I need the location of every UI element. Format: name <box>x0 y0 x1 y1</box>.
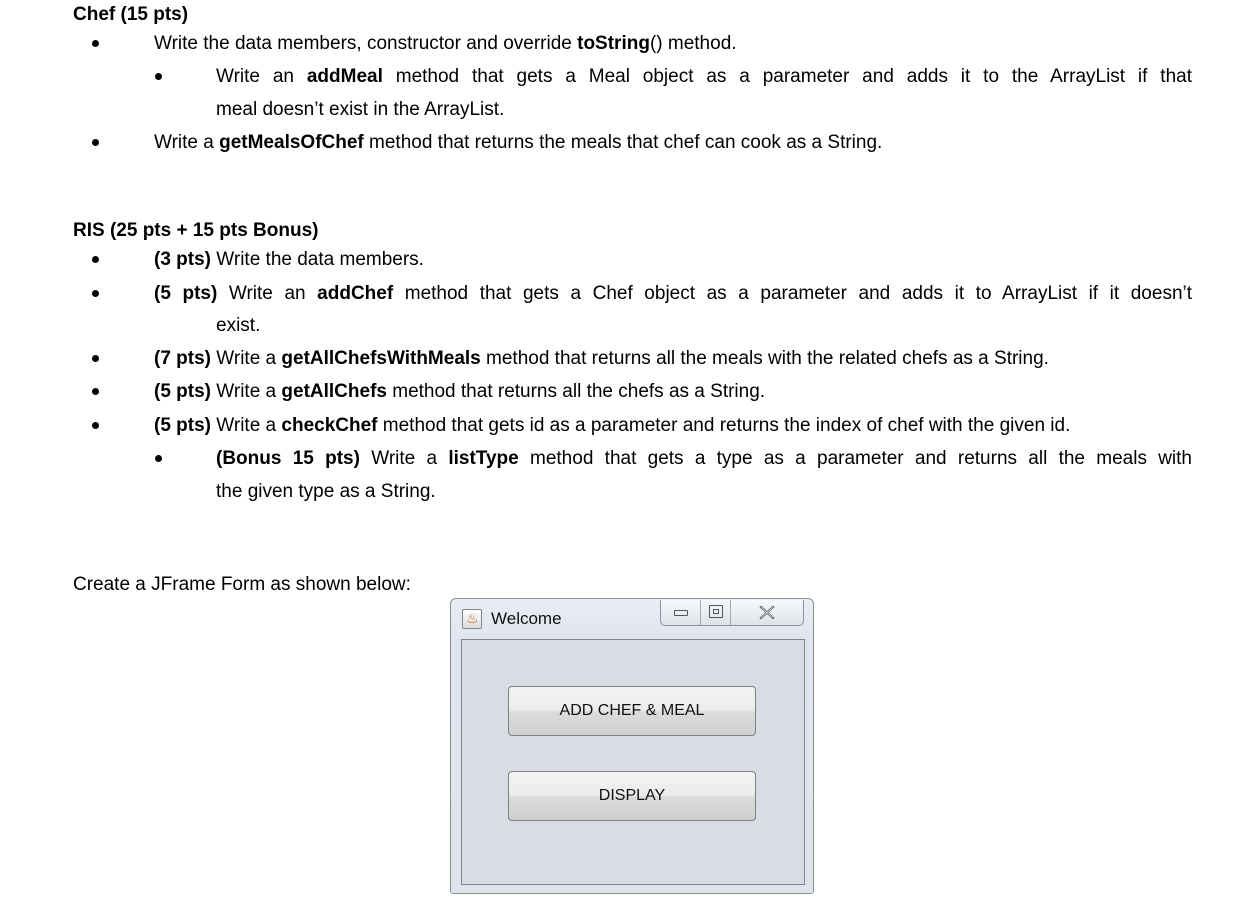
bullet <box>92 388 99 395</box>
chef-item-3: Write a getMealsOfChef method that returns the meals that chef can cook as a String. <box>154 132 883 153</box>
chef-item-2-line1: Write an addMeal method that gets a Meal object as a parameter and adds it to the ArrayList if that <box>216 66 1192 87</box>
chef-item-2-line2: meal doesn’t exist in the ArrayList. <box>216 99 505 120</box>
chef-item-1: Write the data members, constructor and override toString() method. <box>154 33 737 54</box>
window-title: Welcome <box>491 609 562 628</box>
chef-heading: Chef (15 pts) <box>73 4 189 25</box>
maximize-button[interactable] <box>701 600 731 625</box>
display-button[interactable]: DISPLAY <box>508 771 756 821</box>
ris-item-1: (3 pts) Write the data members. <box>154 249 424 270</box>
jframe-intro: Create a JFrame Form as shown below: <box>73 574 411 595</box>
ris-item-5: (5 pts) Write a checkChef method that gets id as a parameter and returns the index of chef with the given id. <box>154 415 1071 436</box>
ris-item-6-line1: (Bonus 15 pts) Write a listType method that gets a type as a parameter and returns all the meals with <box>216 448 1193 469</box>
bullet <box>92 290 99 297</box>
bullet <box>92 40 99 47</box>
window-controls <box>660 600 804 626</box>
bullet <box>92 139 99 146</box>
ris-item-3: (7 pts) Write a getAllChefsWithMeals method that returns all the meals with the related chefs as a String. <box>154 348 1049 369</box>
maximize-icon <box>709 605 723 618</box>
sub-bullet <box>155 455 162 462</box>
ris-item-2-line1: (5 pts) Write an addChef method that gets a Chef object as a parameter and adds it to ArrayList if it doesn’t <box>154 283 1193 304</box>
content-pane <box>461 639 805 885</box>
minimize-icon <box>674 610 688 616</box>
ris-heading: RIS (25 pts + 15 pts Bonus) <box>73 220 319 241</box>
sub-bullet <box>155 73 162 80</box>
ris-item-6-line2: the given type as a String. <box>216 481 436 502</box>
bullet <box>92 256 99 263</box>
bullet <box>92 355 99 362</box>
close-button[interactable] <box>731 600 803 625</box>
java-cup-icon: ♨ <box>462 609 482 629</box>
bullet <box>92 422 99 429</box>
minimize-button[interactable] <box>661 600 701 625</box>
close-icon <box>759 606 775 619</box>
add-chef-meal-button[interactable]: ADD CHEF & MEAL <box>508 686 756 736</box>
jframe-window <box>450 598 814 894</box>
ris-item-4: (5 pts) Write a getAllChefs method that returns all the chefs as a String. <box>154 381 766 402</box>
ris-item-2-line2: exist. <box>216 315 261 336</box>
